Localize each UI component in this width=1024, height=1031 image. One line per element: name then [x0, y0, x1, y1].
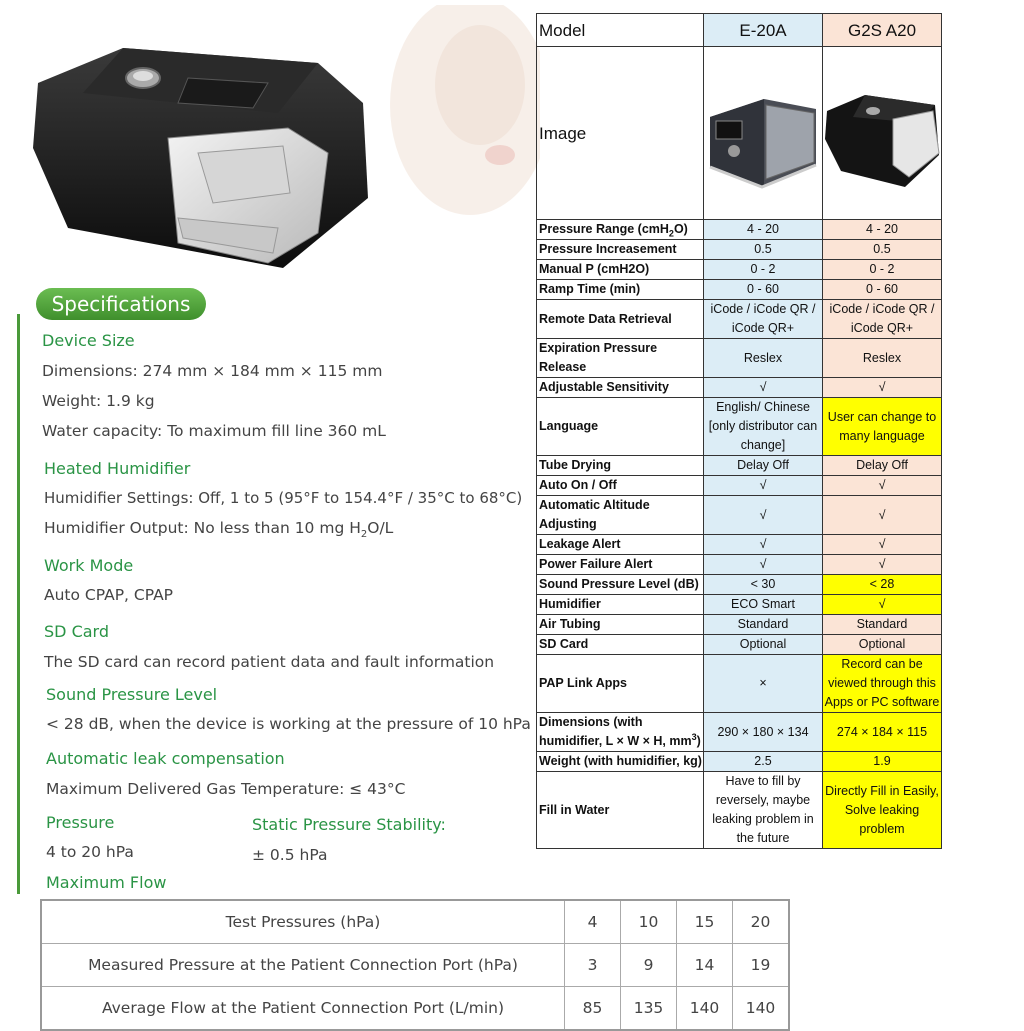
table-row [537, 339, 942, 378]
flow-row-label: Average Flow at the Patient Connection Port (L/min) [41, 987, 565, 1031]
g2s-cell: √ [823, 555, 942, 575]
e20a-cell: 0.5 [704, 240, 823, 260]
flow-value-cell: 140 [677, 987, 733, 1031]
row-label: Weight (with humidifier, kg) [537, 752, 704, 772]
specifications-badge: Specifications [36, 288, 206, 320]
table-row [537, 595, 942, 615]
row-label: Humidifier [537, 595, 704, 615]
flow-value-cell: 14 [677, 944, 733, 987]
image-label: Image [537, 47, 704, 220]
g2s-cell: √ [823, 378, 942, 398]
sound-pressure-heading: Sound Pressure Level [46, 685, 218, 704]
table-row [537, 655, 942, 713]
e20a-cell: Optional [704, 635, 823, 655]
row-label: PAP Link Apps [537, 655, 704, 713]
e20a-cell: 2.5 [704, 752, 823, 772]
device-photo [28, 28, 373, 273]
table-row [41, 900, 789, 944]
table-row [537, 260, 942, 280]
leak-compensation-heading: Automatic leak compensation [46, 749, 285, 768]
g2s-cell: iCode / iCode QR / iCode QR+ [823, 300, 942, 339]
g2s-cell-highlight: √ [823, 595, 942, 615]
g2s-cell: √ [823, 476, 942, 496]
image-row [537, 47, 942, 220]
flow-value-cell: 19 [733, 944, 790, 987]
e20a-cell: iCode / iCode QR / iCode QR+ [704, 300, 823, 339]
work-mode-text: Auto CPAP, CPAP [44, 586, 174, 604]
g2s-cell-highlight: Record can be viewed through this Apps or PC software [823, 655, 942, 713]
e20a-cell: Delay Off [704, 456, 823, 476]
e20a-cell: √ [704, 555, 823, 575]
flow-value-cell: 15 [677, 900, 733, 944]
flow-row-label: Measured Pressure at the Patient Connection Port (hPa) [41, 944, 565, 987]
e20a-cell: Have to fill by reversely, maybe leaking problem in the future [704, 772, 823, 849]
table-row [537, 772, 942, 849]
gas-temperature-text: Maximum Delivered Gas Temperature: ≤ 43°C [46, 780, 406, 798]
e20a-cell: 4 - 20 [704, 220, 823, 240]
table-row [537, 300, 942, 339]
row-label: Fill in Water [537, 772, 704, 849]
e20a-header: E-20A [704, 14, 823, 47]
table-row [537, 220, 942, 240]
g2s-cell: √ [823, 496, 942, 535]
work-mode-heading: Work Mode [44, 556, 134, 575]
dimensions-label: Dimensions (with humidifier, L × W × H, $mm^3$) [537, 713, 704, 752]
humidifier-heading: Heated Humidifier [44, 459, 191, 478]
pressure-range-label: Pressure Range (cmH$_2$O) [537, 220, 704, 240]
table-row [537, 240, 942, 260]
row-label: SD Card [537, 635, 704, 655]
g2s-image [823, 47, 942, 220]
table-row [537, 496, 942, 535]
table-row [537, 476, 942, 496]
row-label: Sound Pressure Level (dB) [537, 575, 704, 595]
flow-value-cell: 4 [565, 900, 621, 944]
flow-value-cell: 3 [565, 944, 621, 987]
e20a-cell: Reslex [704, 339, 823, 378]
weight-text: Weight: 1.9 kg [42, 392, 155, 410]
device-size-heading: Device Size [42, 331, 135, 350]
model-comparison-table [536, 13, 942, 849]
e20a-cell: ECO Smart [704, 595, 823, 615]
e20a-cell: √ [704, 476, 823, 496]
g2s-cell-highlight: Directly Fill in Easily, Solve leaking problem [823, 772, 942, 849]
g2s-cell: Optional [823, 635, 942, 655]
table-row [537, 635, 942, 655]
e20a-cell: English/ Chinese [only distributor can change] [704, 398, 823, 456]
flow-value-cell: 9 [621, 944, 677, 987]
g2s-cell: 0.5 [823, 240, 942, 260]
row-label: Auto On / Off [537, 476, 704, 496]
water-capacity-text: Water capacity: To maximum fill line 360 mL [42, 422, 386, 440]
e20a-cell: × [704, 655, 823, 713]
pressure-heading: Pressure [46, 813, 115, 832]
sd-card-heading: SD Card [44, 622, 109, 641]
row-label: Language [537, 398, 704, 456]
e20a-cell: √ [704, 378, 823, 398]
row-label: Power Failure Alert [537, 555, 704, 575]
e20a-cell: 0 - 60 [704, 280, 823, 300]
g2s-cell: Standard [823, 615, 942, 635]
row-label: Pressure Increasement [537, 240, 704, 260]
pressure-text: 4 to 20 hPa [46, 843, 134, 861]
table-row [41, 944, 789, 987]
dimensions-text: Dimensions: 274 mm × 184 mm × 115 mm [42, 362, 383, 380]
table-header-row [537, 14, 942, 47]
table-row [537, 398, 942, 456]
e20a-cell: 0 - 2 [704, 260, 823, 280]
table-row [537, 575, 942, 595]
sd-card-text: The SD card can record patient data and fault information [44, 653, 495, 671]
g2s-cell-highlight: User can change to many language [823, 398, 942, 456]
g2s-cell-highlight: 1.9 [823, 752, 942, 772]
row-label: Remote Data Retrieval [537, 300, 704, 339]
humidifier-output-text: Humidifier Output: No less than 10 mg $H_2O/L$ [44, 519, 394, 541]
g2s-cell-highlight: < 28 [823, 575, 942, 595]
maximum-flow-table [40, 899, 790, 1031]
flow-row-label: Test Pressures (hPa) [41, 900, 565, 944]
row-label: Air Tubing [537, 615, 704, 635]
table-row [537, 456, 942, 476]
g2s-cell: √ [823, 535, 942, 555]
table-row [537, 535, 942, 555]
spec-divider-line [17, 314, 20, 894]
g2s-header: G2S A20 [823, 14, 942, 47]
row-label: Automatic Altitude Adjusting [537, 496, 704, 535]
maximum-flow-heading: Maximum Flow [46, 873, 167, 892]
row-label: Tube Drying [537, 456, 704, 476]
g2s-cell: 4 - 20 [823, 220, 942, 240]
e20a-cell: < 30 [704, 575, 823, 595]
g2s-cell: Reslex [823, 339, 942, 378]
row-label: Manual P (cmH2O) [537, 260, 704, 280]
model-header: Model [537, 14, 704, 47]
table-row [537, 615, 942, 635]
row-label: Ramp Time (min) [537, 280, 704, 300]
stability-text: ± 0.5 hPa [252, 846, 328, 864]
e20a-image [704, 47, 823, 220]
table-row [537, 378, 942, 398]
e20a-cell: Standard [704, 615, 823, 635]
row-label: Expiration Pressure Release [537, 339, 704, 378]
row-label: Leakage Alert [537, 535, 704, 555]
row-label: Adjustable Sensitivity [537, 378, 704, 398]
e20a-cell: √ [704, 535, 823, 555]
g2s-cell: Delay Off [823, 456, 942, 476]
g2s-cell: 0 - 60 [823, 280, 942, 300]
flow-value-cell: 85 [565, 987, 621, 1031]
stability-heading: Static Pressure Stability: [252, 815, 446, 834]
flow-value-cell: 135 [621, 987, 677, 1031]
sound-pressure-text: < 28 dB, when the device is working at the pressure of 10 hPa [46, 715, 531, 733]
table-row [537, 713, 942, 752]
g2s-cell: 0 - 2 [823, 260, 942, 280]
flow-value-cell: 20 [733, 900, 790, 944]
humidifier-settings-text: Humidifier Settings: Off, 1 to 5 (95°F to 154.4°F / 35°C to 68°C) [44, 489, 523, 507]
table-row [41, 987, 789, 1031]
e20a-cell: √ [704, 496, 823, 535]
background-person-photo [380, 5, 540, 225]
table-row [537, 555, 942, 575]
flow-value-cell: 140 [733, 987, 790, 1031]
e20a-cell: 290 × 180 × 134 [704, 713, 823, 752]
g2s-cell-highlight: 274 × 184 × 115 [823, 713, 942, 752]
flow-value-cell: 10 [621, 900, 677, 944]
table-row [537, 280, 942, 300]
table-row [537, 752, 942, 772]
